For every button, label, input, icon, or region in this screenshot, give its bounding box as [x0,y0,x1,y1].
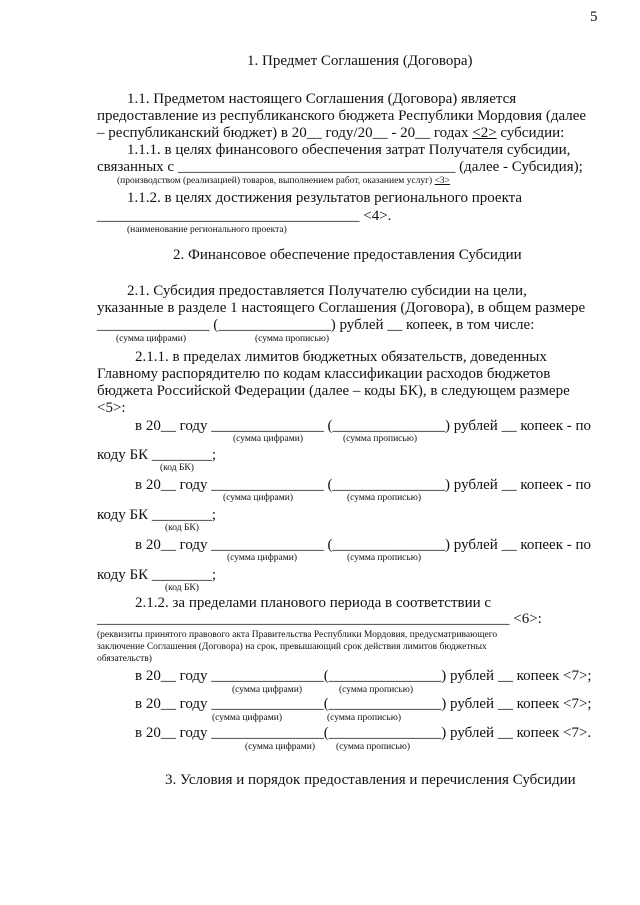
year-line-7b: в 20__ году _______________(_______________) рублей __ копеек <7>. [135,725,592,741]
page-number: 5 [590,9,598,25]
paragraph-2-1-1-line-4: <5>: [97,400,126,416]
year-line-2: в 20__ году _______________ (_______________) рублей __ копеек - по [135,477,592,493]
paragraph-2-1-line-3: _______________ (_______________) рублей __ копеек, в том числе: [97,317,535,333]
note-kbk-1: (код БК) [160,463,194,473]
note-activity: (производством (реализацией) товаров, выполнением работ, оказанием услуг) <3> [117,176,451,186]
note-sum-digits-3: (сумма цифрами) [227,553,297,563]
section-3-heading: 3. Условия и порядок предоставления и перечисления Субсидии [165,772,576,788]
paragraph-1-1-line-3: – республиканский бюджет) в 20__ году/20__ - 20__ годах <2> субсидии: [97,125,565,141]
year-line-7a-1: в 20__ году _______________(_______________) рублей __ копеек <7>; [135,668,592,684]
paragraph-2-1-line-1: 2.1. Субсидия предоставляется Получателю субсидии на цели, [127,283,527,299]
paragraph-1-1-line-1: 1.1. Предметом настоящего Соглашения (Договора) является [127,91,517,107]
note-sum-digits-6: (сумма цифрами) [245,742,315,752]
paragraph-1-1-2-line-1: 1.1.2. в целях достижения результатов регионального проекта [127,190,523,206]
year-line-3: в 20__ году _______________ (_______________) рублей __ копеек - по [135,537,592,553]
note-sum-words-5: (сумма прописью) [327,713,401,723]
note-kbk-2: (код БК) [165,523,199,533]
paragraph-2-1-1-line-2: Главному распорядителю по кодам классификации расходов бюджетов [97,366,551,382]
paragraph-2-1-1-line-1: 2.1.1. в пределах лимитов бюджетных обязательств, доведенных [135,349,547,365]
section-1-heading: 1. Предмет Соглашения (Договора) [247,53,473,69]
note-sum-digits-4: (сумма цифрами) [232,685,302,695]
note-sum-digits: (сумма цифрами) [116,334,186,344]
year-line-7a-2: в 20__ году _______________(_______________) рублей __ копеек <7>; [135,696,592,712]
paragraph-2-1-2-line: _______________________________________________________ <6>: [97,611,542,627]
paragraph-2-1-line-2: указанные в разделе 1 настоящего Соглашения (Договора), в общем размере [97,300,586,316]
paragraph-2-1-2: 2.1.2. за пределами планового периода в соответствии с [135,595,492,611]
note-act-line-3: обязательств) [97,654,152,664]
note-sum-words-6: (сумма прописью) [336,742,410,752]
kbk-line-2: коду БК ________; [97,507,217,523]
note-sum-words-1: (сумма прописью) [343,434,417,444]
section-2-heading: 2. Финансовое обеспечение предоставления Субсидии [173,247,522,263]
year-line-1: в 20__ году _______________ (_______________) рублей __ копеек - по [135,418,592,434]
note-sum-digits-2: (сумма цифрами) [223,493,293,503]
note-kbk-3: (код БК) [165,583,199,593]
note-act-line-1: (реквизиты принятого правового акта Правительства Республики Мордовия, предусматривающего [97,630,498,640]
kbk-line-1: коду БК ________; [97,447,217,463]
paragraph-1-1-1-line-2: связанных с _____________________________________ (далее - Субсидия); [97,159,583,175]
note-sum-words-4: (сумма прописью) [339,685,413,695]
kbk-line-3: коду БК ________; [97,567,217,583]
paragraph-1-1-line-2: предоставление из республиканского бюджета Республики Мордовия (далее [97,108,587,124]
note-sum-digits-5: (сумма цифрами) [212,713,282,723]
paragraph-1-1-1-line-1: 1.1.1. в целях финансового обеспечения затрат Получателя субсидии, [127,142,571,158]
note-sum-words-2: (сумма прописью) [347,493,421,503]
paragraph-1-1-2-line-2: ___________________________________ <4>. [97,208,392,224]
note-act-line-2: заключение Соглашения (Договора) на срок, превышающий срок действия лимитов бюджетных [97,642,487,652]
paragraph-2-1-1-line-3: бюджета Российской Федерации (далее – коды БК), в следующем размере [97,383,570,399]
note-sum-digits-1: (сумма цифрами) [233,434,303,444]
note-project: (наименование регионального проекта) [127,225,287,235]
note-sum-words-3: (сумма прописью) [347,553,421,563]
note-sum-words: (сумма прописью) [255,334,329,344]
